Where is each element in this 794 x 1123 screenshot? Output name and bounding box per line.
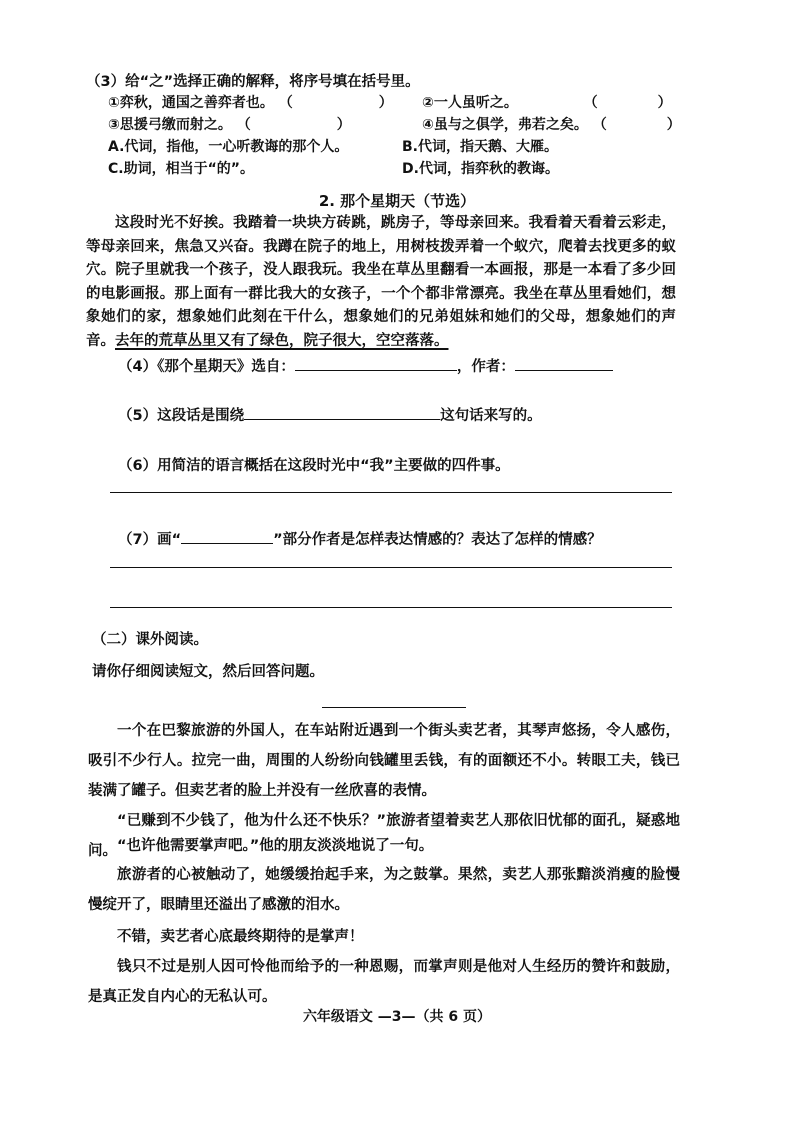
answer-paren-1[interactable]: （ ）	[278, 95, 393, 111]
q3-option-c: C.助词，相当于“的”。	[108, 161, 254, 177]
answer-paren-4[interactable]: （ ）	[592, 117, 681, 133]
q6: （6）用简洁的语言概括在这段时光中“我”主要做的四件事。	[118, 458, 510, 474]
answer-paren-2[interactable]: （ ）	[583, 95, 672, 111]
q4: （4）《那个星期天》选自： ，作者：	[118, 355, 613, 376]
reading-passage: 这段时光不好挨。我踏着一块块方砖跳，跳房子，等母亲回来。我看着天看着云彩走，等母亲回来，焦急又兴奋。我蹲在院子的地上，用树枝拨弄着一个蚁穴，爬着去找更多的蚁穴。院子里就我一个孩子，没人跟我玩。我坐在草丛里翻看一本画报，那是一本看了多少回的电影画报。那上面有一群比我大的女孩子，一个个都非常漂亮。我坐在草丛里看她们，想象她们的家，想象她们此刻在干什么，想象她们的兄弟姐妹和她们的父母，想象她们的声音。去年的荒草丛里又有了绿色，院子很大，空空落落。	[86, 215, 676, 349]
page-footer: 六年级语文 —3—（共 6 页）	[302, 1009, 492, 1025]
q6-answer-line[interactable]	[110, 492, 672, 493]
title-blank-line[interactable]	[322, 707, 466, 708]
article-paragraph-3: “也许他需要掌声吧。”他的朋友淡淡地说了一句。	[117, 838, 434, 854]
q7-answer-line-1[interactable]	[110, 567, 672, 568]
answer-paren-3[interactable]: （ ）	[236, 117, 351, 133]
q3-item-3: ③思援弓缴而射之。 （ ）	[108, 117, 351, 133]
extracurricular-instruction: 请你仔细阅读短文，然后回答问题。	[92, 664, 324, 680]
q5-blank[interactable]	[244, 419, 440, 420]
q7-answer-line-2[interactable]	[110, 607, 672, 608]
q3-option-b: B.代词，指天鹅、大雁。	[402, 139, 558, 155]
q3-stem: （3）给“之”选择正确的解释，将序号填在括号里。	[86, 74, 420, 90]
article-paragraph-5: 不错，卖艺者心底最终期待的是掌声！	[117, 929, 364, 945]
article-paragraph-1: 一个在巴黎旅游的外国人，在车站附近遇到一个街头卖艺者，其琴声悠扬，令人感伤，吸引不少行人。拉完一曲，周围的人纷纷向钱罐里丢钱，有的面额还不小。转眼工夫，钱已装满了罐子。但卖艺者的脸上并没有一丝欣喜的表情。	[88, 723, 680, 799]
q3-item-2: ②一人虽听之。 （ ）	[422, 95, 672, 111]
q7: （7）画“ ”部分作者是怎样表达情感的？表达了怎样的情感？	[118, 532, 602, 548]
q5: （5）这段话是围绕 这句话来写的。	[118, 408, 542, 424]
q4-source-blank[interactable]	[295, 370, 457, 371]
article-paragraph-6: 钱只不过是别人因可怜他而给予的一种恩赐，而掌声则是他对人生经历的赞许和鼓励，是真正发自内心的无私认可。	[88, 959, 680, 1005]
extracurricular-heading: （二）课外阅读。	[92, 632, 208, 648]
q4-author-blank[interactable]	[515, 370, 613, 371]
q3-item-4: ④虽与之俱学，弗若之矣。 （ ）	[422, 117, 681, 133]
underlined-sentence: 去年的荒草丛里又有了绿色，院子很大，空空落落。	[115, 332, 449, 349]
article-paragraph-2: “已赚到不少钱了，他为什么还不快乐？”旅游者望着卖艺人那依旧忧郁的面孔，疑惑地问。	[88, 813, 680, 859]
q3-option-d: D.代词，指弈秋的教诲。	[402, 161, 559, 177]
q7-blank[interactable]	[181, 543, 273, 544]
section-title: 2. 那个星期天（节选）	[318, 192, 476, 210]
article-paragraph-4: 旅游者的心被触动了，她缓缓抬起手来，为之鼓掌。果然，卖艺人那张黯淡消瘦的脸慢慢绽开了，眼睛里还溢出了感激的泪水。	[88, 867, 680, 913]
q3-option-a: A.代词，指他，一心听教诲的那个人。	[108, 139, 349, 155]
q3-item-1: ①弈秋，通国之善弈者也。 （ ）	[108, 95, 393, 111]
